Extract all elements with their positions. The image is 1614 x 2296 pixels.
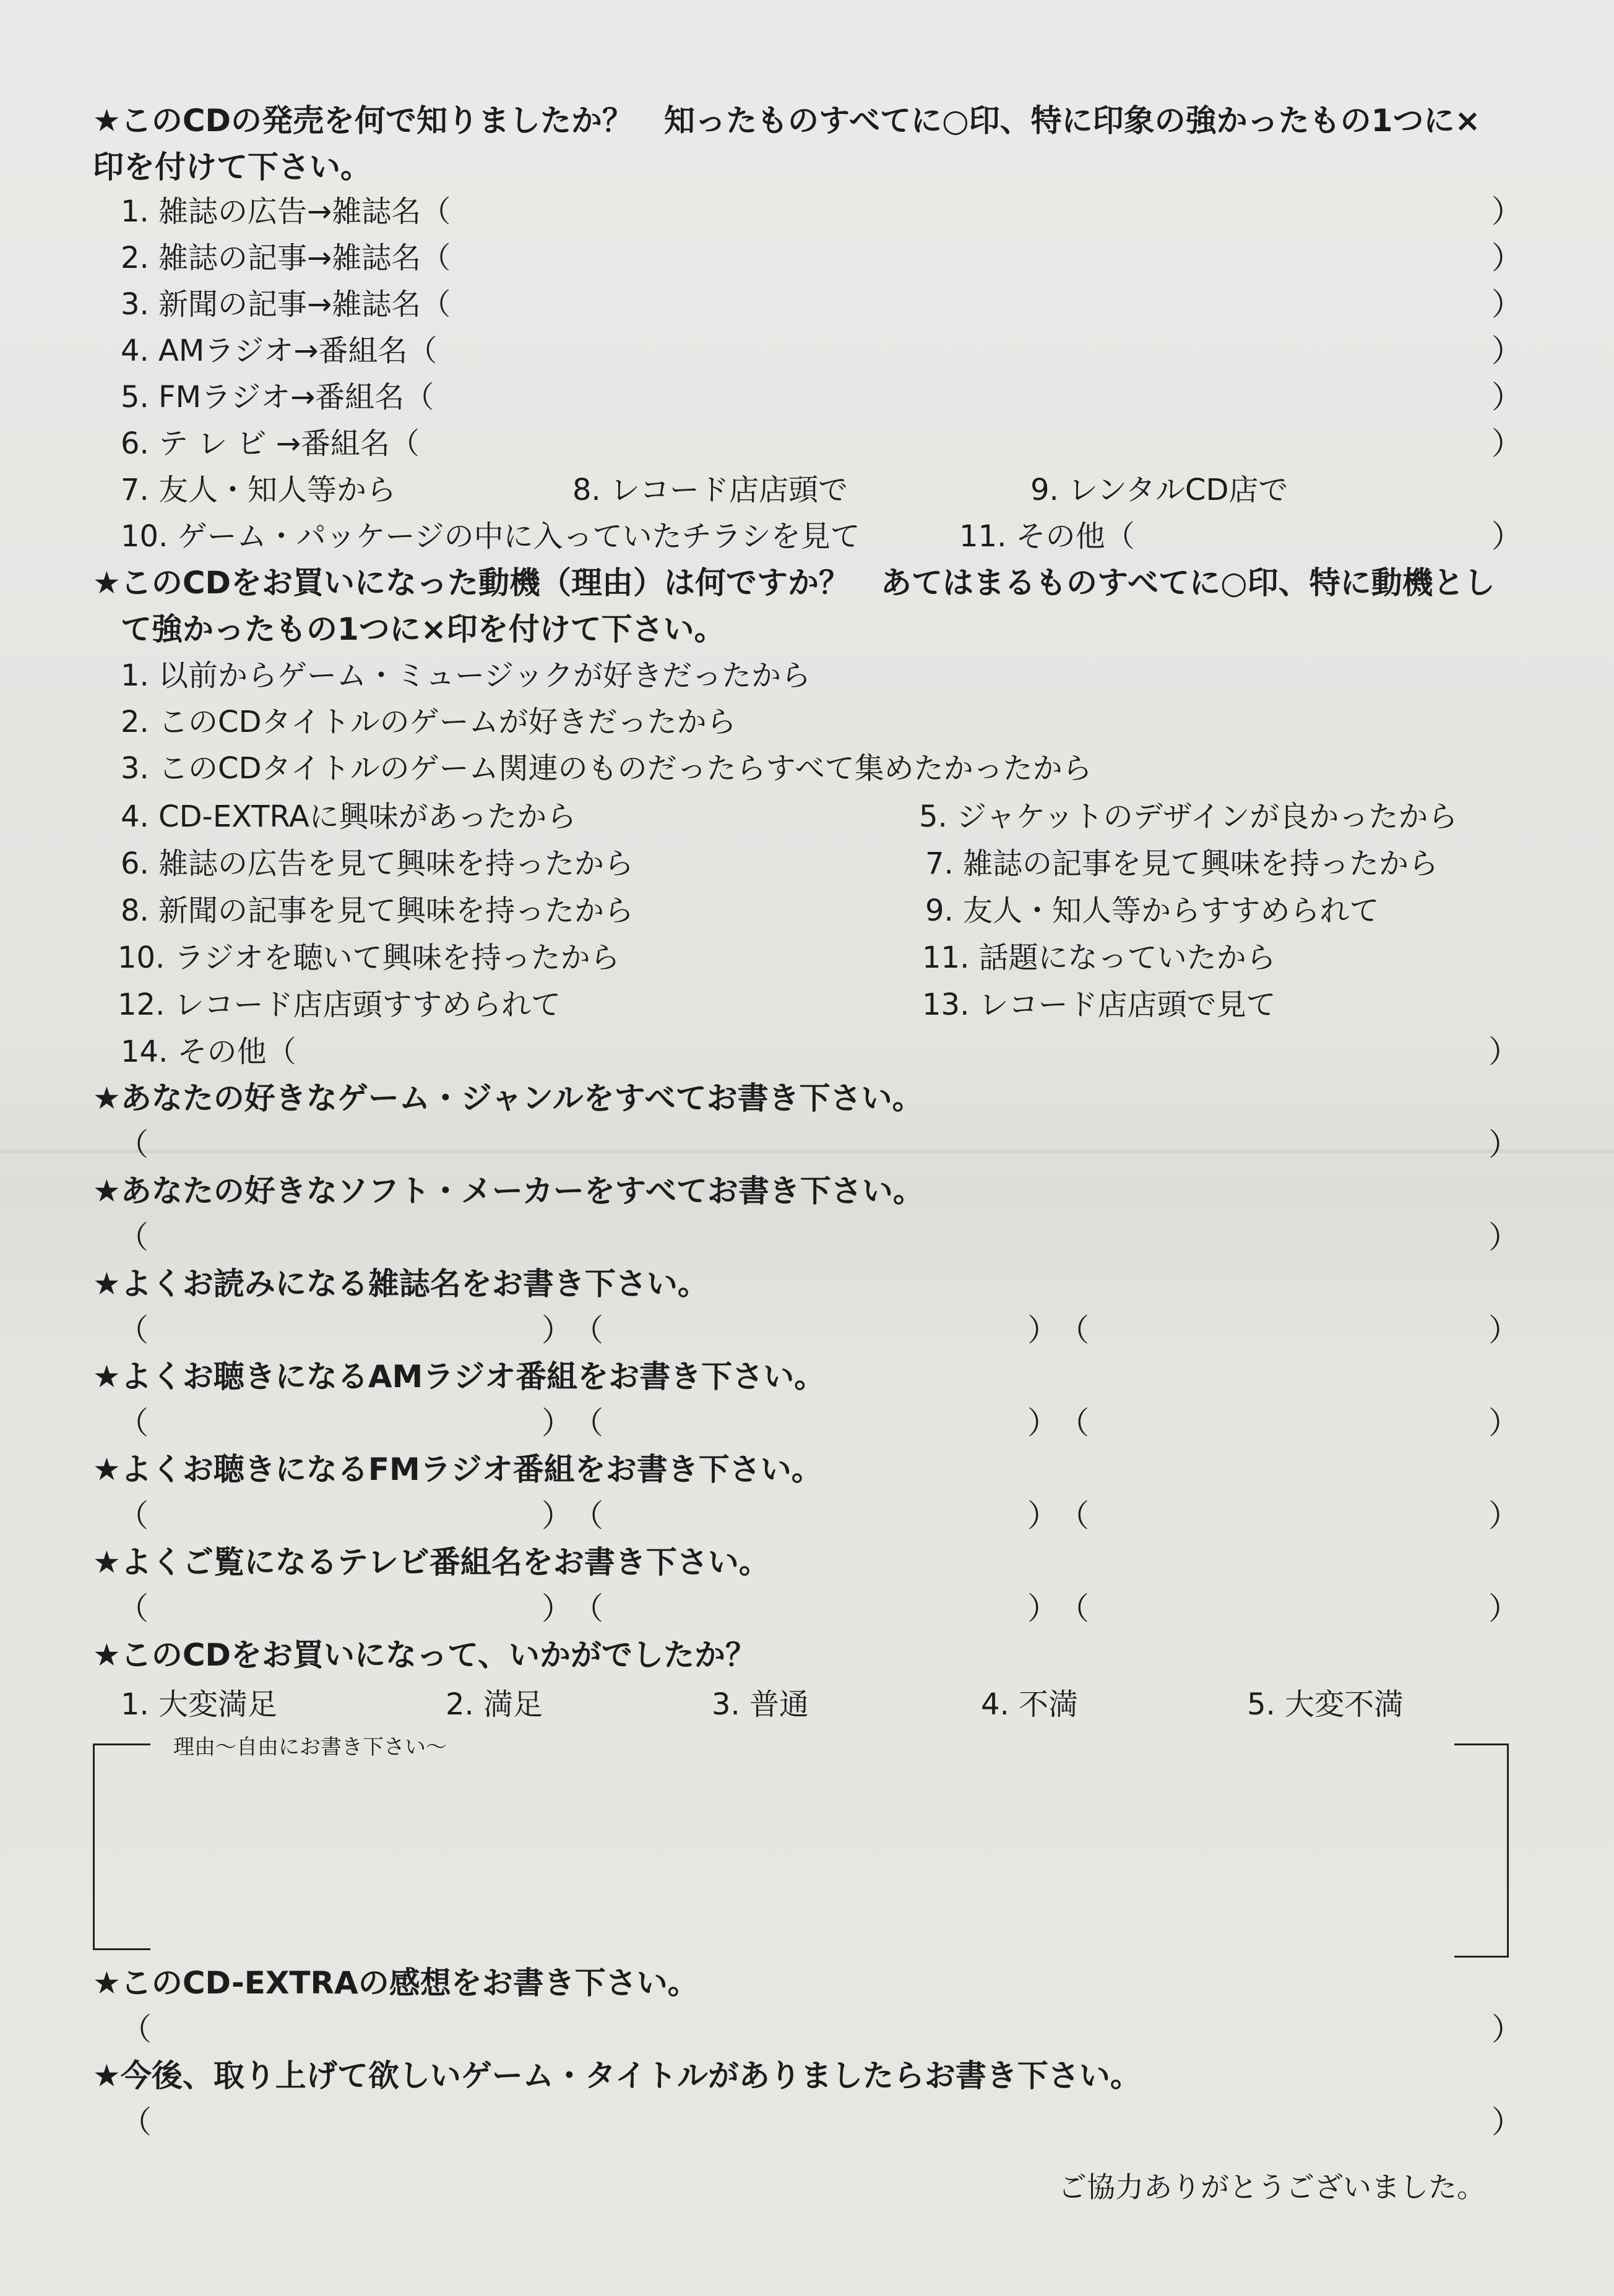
q1-option-5[interactable]: 5. FMラジオ→番組名（ (121, 380, 434, 415)
q6-title: ★よくお聴きになるAMラジオ番組をお書き下さい。 (93, 1359, 826, 1395)
closing-message: ご協力ありがとうございました。 (1058, 2170, 1485, 2204)
paren-close: ） (1488, 1498, 1519, 1534)
paren-close: ） (1491, 333, 1522, 369)
paren-open: （ (1058, 1405, 1089, 1441)
paren-open: （ (572, 1498, 603, 1534)
q9-option-3[interactable]: 3. 普通 (712, 1687, 809, 1722)
paren-close: ） (1491, 2011, 1522, 2047)
q10-title: ★このCD-EXTRAの感想をお書き下さい。 (93, 1965, 699, 2001)
q2-option-6[interactable]: 6. 雑誌の広告を見て興味を持ったから (121, 846, 634, 881)
paren-close: ） (1491, 379, 1522, 415)
paren-close: ） (1488, 1312, 1519, 1348)
paren-close: ） (1491, 286, 1522, 322)
paren-close: ） (1027, 1312, 1058, 1348)
paren-close: ） (542, 1498, 572, 1534)
paper-fold-line (0, 1150, 1614, 1153)
q1-option-11[interactable]: 11. その他（ (959, 519, 1135, 554)
paren-close: ） (1488, 1405, 1519, 1441)
paren-close: ） (542, 1591, 572, 1627)
q2-option-13[interactable]: 13. レコード店店頭で見て (922, 987, 1276, 1022)
paren-open: （ (121, 2011, 152, 2047)
q2-option-11[interactable]: 11. 話題になっていたから (922, 940, 1276, 975)
q2-option-4[interactable]: 4. CD-EXTRAに興味があったから (121, 799, 577, 834)
q9-option-5[interactable]: 5. 大変不満 (1247, 1687, 1404, 1722)
paren-open: （ (572, 1312, 603, 1348)
q8-title: ★よくご覧になるテレビ番組名をお書き下さい。 (93, 1544, 770, 1580)
q1-option-7[interactable]: 7. 友人・知人等から (121, 473, 397, 507)
paren-open: （ (572, 1591, 603, 1627)
q9-option-2[interactable]: 2. 満足 (446, 1687, 543, 1722)
q2-option-3[interactable]: 3. このCDタイトルのゲーム関連のものだったらすべて集めたかったから (121, 751, 1092, 786)
paren-close: ） (1491, 240, 1522, 276)
paren-close: ） (1027, 1498, 1058, 1534)
paren-open: （ (118, 1591, 149, 1627)
q1-option-3[interactable]: 3. 新聞の記事→雑誌名（ (121, 287, 451, 322)
paren-close: ） (1488, 1127, 1519, 1163)
reason-label: 理由〜自由にお書き下さい〜 (173, 1735, 447, 1760)
q2-option-12[interactable]: 12. レコード店店頭すすめられて (118, 987, 561, 1022)
q3-title: ★あなたの好きなゲーム・ジャンルをすべてお書き下さい。 (93, 1080, 923, 1116)
q1-option-8[interactable]: 8. レコード店店頭で (572, 473, 848, 507)
paren-open: （ (118, 1405, 149, 1441)
q2-option-5[interactable]: 5. ジャケットのデザインが良かったから (919, 799, 1458, 834)
q1-option-10[interactable]: 10. ゲーム・パッケージの中に入っていたチラシを見て (121, 519, 860, 554)
q1-option-9[interactable]: 9. レンタルCD店で (1030, 473, 1288, 507)
paren-close: ） (542, 1405, 572, 1441)
paren-open: （ (572, 1405, 603, 1441)
paren-open: （ (118, 1498, 149, 1534)
paren-close: ） (1027, 1591, 1058, 1627)
paren-open: （ (118, 1127, 149, 1163)
q2-title-line2: て強かったもの1つに×印を付けて下さい。 (121, 611, 725, 647)
q2-option-1[interactable]: 1. 以前からゲーム・ミュージックが好きだったから (121, 658, 811, 693)
paren-open: （ (118, 1219, 149, 1255)
q9-option-1[interactable]: 1. 大変満足 (121, 1687, 278, 1722)
paren-close: ） (1488, 1591, 1519, 1627)
paren-close: ） (1488, 1219, 1519, 1255)
q1-title-line1: ★このCDの発売を何で知りましたか？ 知ったものすべてに○印、特に印象の強かったもの1つに× (93, 103, 1481, 139)
q9-title: ★このCDをお買いになって、いかがでしたか？ (93, 1637, 757, 1673)
reason-text-area[interactable] (99, 1763, 1498, 1943)
q2-option-14[interactable]: 14. その他（ (121, 1034, 296, 1069)
q1-title-line2: 印を付けて下さい。 (93, 149, 371, 185)
paren-close: ） (1491, 426, 1522, 462)
q2-option-10[interactable]: 10. ラジオを聴いて興味を持ったから (118, 940, 620, 975)
q2-title-line1: ★このCDをお買いになった動機（理由）は何ですか？ あてはまるものすべてに○印、特に動機とし (93, 565, 1495, 601)
q2-option-7[interactable]: 7. 雑誌の記事を見て興味を持ったから (925, 846, 1439, 881)
q7-title: ★よくお聴きになるFMラジオ番組をお書き下さい。 (93, 1451, 822, 1487)
paren-open: （ (118, 1312, 149, 1348)
q11-title: ★今後、取り上げて欲しいゲーム・タイトルがありましたらお書き下さい。 (93, 2058, 1141, 2094)
paren-close: ） (1491, 2104, 1522, 2140)
q2-option-8[interactable]: 8. 新聞の記事を見て興味を持ったから (121, 893, 634, 928)
q2-option-2[interactable]: 2. このCDタイトルのゲームが好きだったから (121, 705, 736, 739)
paren-close: ） (542, 1312, 572, 1348)
q4-title: ★あなたの好きなソフト・メーカーをすべてお書き下さい。 (93, 1173, 924, 1209)
paren-close: ） (1491, 194, 1522, 230)
q9-option-4[interactable]: 4. 不満 (981, 1687, 1079, 1722)
paren-open: （ (1058, 1312, 1089, 1348)
q1-option-1[interactable]: 1. 雑誌の広告→雑誌名（ (121, 194, 451, 229)
paren-open: （ (1058, 1591, 1089, 1627)
q5-title: ★よくお読みになる雑誌名をお書き下さい。 (93, 1266, 709, 1302)
paren-open: （ (121, 2104, 152, 2140)
paren-close: ） (1488, 1034, 1519, 1070)
paren-close: ） (1491, 518, 1522, 554)
q1-option-2[interactable]: 2. 雑誌の記事→雑誌名（ (121, 241, 451, 275)
q2-option-9[interactable]: 9. 友人・知人等からすすめられて (925, 893, 1379, 928)
q1-option-4[interactable]: 4. AMラジオ→番組名（ (121, 333, 438, 368)
q1-option-6[interactable]: 6. テ レ ビ →番組名（ (121, 426, 420, 461)
paren-close: ） (1027, 1405, 1058, 1441)
paren-open: （ (1058, 1498, 1089, 1534)
